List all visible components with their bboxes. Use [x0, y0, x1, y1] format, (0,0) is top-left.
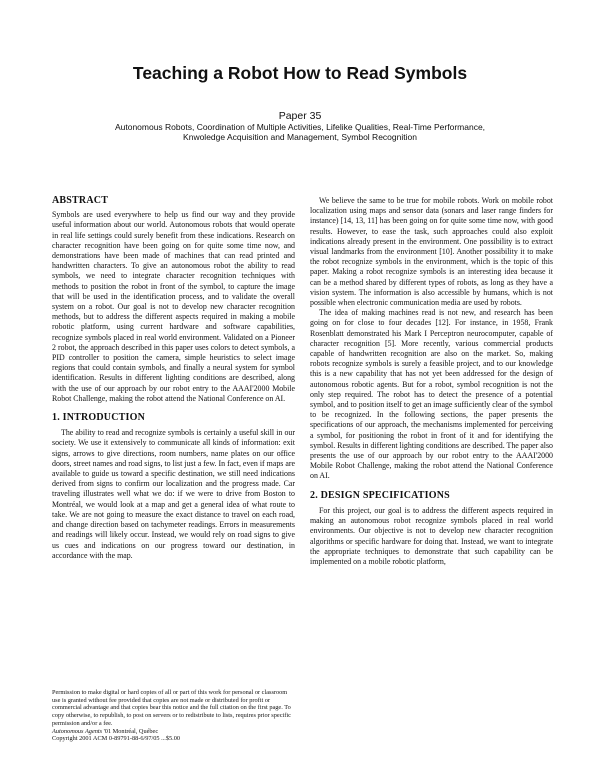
keywords-line-2: Knwoledge Acquisition and Management, Symbol Recognition	[183, 132, 417, 143]
introduction-heading: 1. INTRODUCTION	[52, 412, 146, 424]
permission-text: Permission to make digital or hard copies of all or part of this work for personal or classroom use is granted without fee provided that copies are not made or distributed for profit or commercial advantage and that copies bear this notice and the full citation on the first page. To copy otherwise, to republish, to post on servers or to redistribute to lists, requires prior specific permission and/or a fee.	[52, 689, 291, 727]
abstract-text: Symbols are used everywhere to help us find our way and they provide useful information about our world. Autonomous robots that would operate in real life settings could surely benefit from these indications. Research on character recognition have been going on for quite some time now, and demonstrations have been made of machines that can read printed and handwritten characters. To give an autonomous robot the ability to read symbols, we need to integrate character recognition techniques with methods to position the robot in front of the symbol, to capture the image that will be used in the identification process, and to validate the overall system on a robot. Our goal is not to develop new character recognition methods, but to address the different aspects required in making a mobile robotic platform, using current hardware and software capabilities, recognize symbols placed in real world environment. Validated on a Pioneer 2 robot, the approach described in this paper uses colors to detect symbols, a PID controller to position the camera, simple heuristics to select image regions that could contain symbols, and finally a neural system for symbol identification. Results in different lighting conditions are described, along with the use of our approach by our robot entry to the AAAI'2000 Mobile Robot Challenge, making the robot attend the National Conference on AI.	[52, 210, 295, 403]
design-paragraph-1: For this project, our goal is to address the different aspects required in making an autonomous robot recognize symbols placed in real world environments. Our objective is not to develop new character recognition algorithms or specific hardware for doing that. Instead, we want to integrate the appropriate techniques to demonstrate that such capability can be implemented on a mobile robotic platform,	[310, 505, 553, 566]
permission-notice	[52, 689, 295, 743]
design-heading: 2. DESIGN SPECIFICATIONS	[310, 489, 450, 501]
venue-details: '01 Montréal, Québec	[102, 727, 159, 735]
intro-paragraph-1: The ability to read and recognize symbols is certainly a useful skill in our society. We use it extensively to communicate all kinds of information: exit signs, arrows to give directions, room numbers, name plates on our office doors, street names and road signs, to list just a few. In fact, even if maps are available to guide us toward a specific destination, we still need indications derived from signs to confirm our localization and the progress made. Car traveling illustrates well what we do: if we were to drive from Boston to Montréal, we would look at a map and get a general idea of what route to take. We are not going to measure the exact distance to travel on each road, and change direction based on tachymeter readings. Errors in measurements and readings will likely occur. Instead, we would rely on road signs to give us cues and indications on our progress toward our destination, in accordance with the map.	[52, 428, 295, 560]
keywords-line-1: Autonomous Robots, Coordination of Multiple Activities, Lifelike Qualities, Real-Time Performance,	[114, 122, 486, 132]
right-column	[310, 196, 553, 567]
abstract-heading: ABSTRACT	[52, 195, 109, 206]
keywords	[60, 122, 540, 143]
paper-number: Paper 35	[278, 110, 322, 122]
intro-paragraph-3: The idea of making machines read is not new, and research has been going on for close to four decades [12]. For instance, in 1958, Frank Rosenblatt demonstrated his Mark I Perceptron neurocomputer, capable of character recognition [5]. More recently, various commercial products capable of handwritten recognition are also on the market. So, making robots recognize symbols is surely a feasible project, and to our knowledge this is a new capability that has not yet been addressed for the design of autonomous robotic agents. But for a robot, symbol recognition is not the only step required. The robot has to detect the presence of a potential symbol, and to position itself to get an image sufficiently clear of the symbol to be recognized. In the following sections, the paper presents the specifications of our approach, the mechanisms implemented for perceiving a symbol, for positioning the robot in front of it and for identifying the symbol. Results in different lighting conditions are described. The paper also presents the use of our approach by our robot entry to the AAAI'2000 Mobile Robot Challenge, making the robot attend the National Conference on AI.	[310, 308, 553, 481]
paper-title: Teaching a Robot How to Read Symbols	[132, 63, 468, 83]
left-column	[52, 196, 295, 561]
venue-name: Autonomous Agents	[52, 727, 103, 735]
copyright-line: Copyright 2001 ACM 0-89791-88-6/97/05 ...$5.00	[52, 735, 181, 743]
intro-paragraph-2: We believe the same to be true for mobile robots. Work on mobile robot localization using maps and sensor data (sonars and laser range finders for instance) [14, 13, 11] has been going on for quite some time now, with good results. However, to ease the task, such approaches could also exploit indications already present in the environment. One possibility is to extract visual landmarks from the environment [10]. Another possibility it to make the robot recognize symbols in the environment, which is the topic of this paper. Making a robot recognize symbols is an interesting idea because it can be a method shared by different types of robots, as long as they have a vision system. The information is also accessible by humans, which is not possible when electronic communication media are used by robots.	[310, 196, 553, 308]
venue-line	[52, 728, 295, 736]
